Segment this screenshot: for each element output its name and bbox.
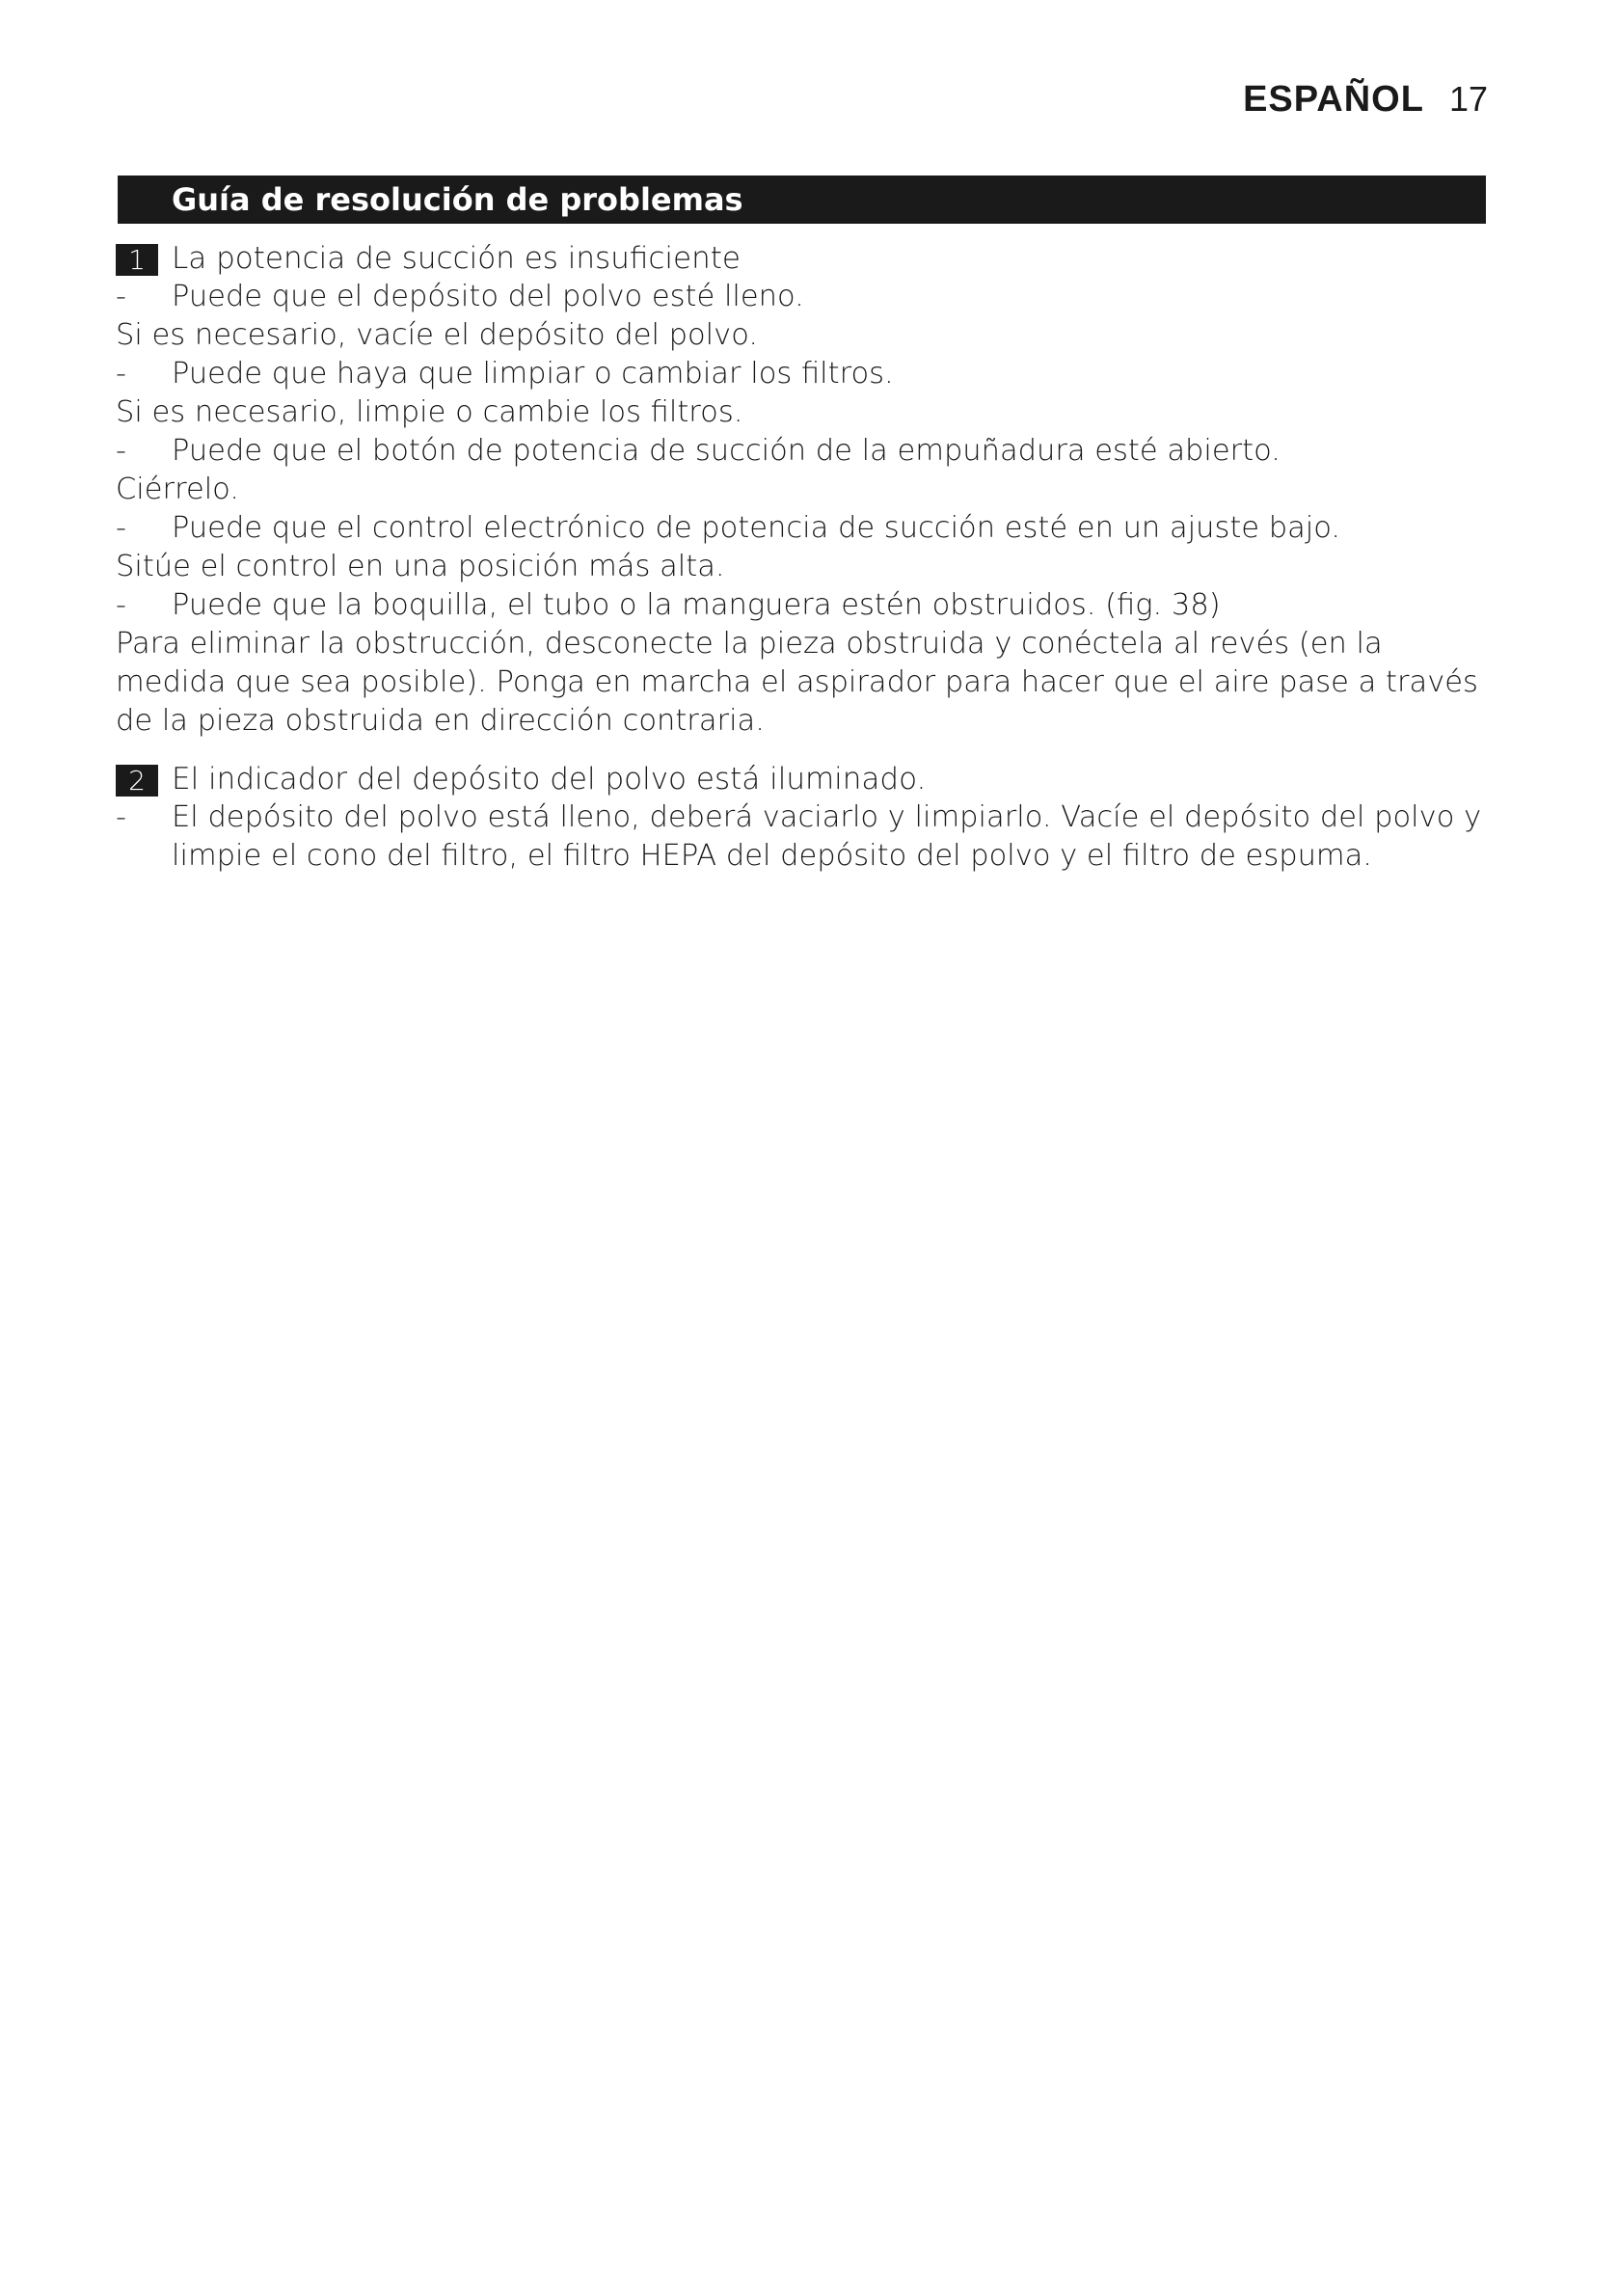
cause-item — [116, 432, 1490, 471]
solution-text: Si es necesario, limpie o cambie los filtros. — [116, 395, 743, 429]
cause-text: El depósito del polvo está lleno, deberá vaciarlo y limpiarlo. Vacíe el depósito del polvo y limpie el cono del filtro, el filtro HEPA del depósito del polvo y el filtro de espuma. — [172, 800, 1482, 873]
cause-item — [116, 278, 1490, 316]
problem-title — [116, 760, 1490, 798]
troubleshooting-content — [116, 239, 1490, 895]
language-label: ESPAÑOL — [1243, 79, 1424, 120]
bullet-dash: - — [116, 800, 127, 834]
solution-text: Si es necesario, vacíe el depósito del polvo. — [116, 318, 759, 352]
cause-item — [116, 355, 1490, 393]
page-number: 17 — [1448, 79, 1488, 119]
bullet-dash: - — [116, 434, 127, 468]
bullet-dash: - — [116, 280, 127, 313]
problem-title-text: La potencia de succión es insuficiente — [172, 241, 741, 276]
bullet-dash: - — [116, 357, 127, 391]
solution-text: Para eliminar la obstrucción, desconecte la pieza obstruida y conéctela al revés (en la medida que sea posible). Ponga en marcha el aspirador para hacer que el aire pase a través de la pieza obstruida en dirección contraria. — [116, 627, 1478, 738]
cause-text: Puede que el control electrónico de potencia de succión esté en un ajuste bajo. — [172, 511, 1341, 545]
problem-2 — [116, 760, 1490, 876]
cause-text: Puede que haya que limpiar o cambiar los filtros. — [172, 357, 894, 391]
cause-item — [116, 509, 1490, 548]
bullet-dash: - — [116, 588, 127, 622]
cause-text: Puede que el depósito del polvo esté lleno. — [172, 280, 804, 313]
section-heading-bar — [118, 176, 1486, 224]
page-header — [1243, 79, 1488, 121]
problem-number-badge: 1 — [116, 244, 158, 276]
problem-title — [116, 239, 1490, 278]
bullet-dash: - — [116, 511, 127, 545]
cause-item — [116, 586, 1490, 625]
solution-text: Ciérrelo. — [116, 473, 240, 506]
solution-text: Sitúe el control en una posición más alta. — [116, 550, 725, 583]
cause-item — [116, 798, 1490, 876]
problem-number-badge: 2 — [116, 765, 158, 797]
cause-text: Puede que el botón de potencia de succión de la empuñadura esté abierto. — [172, 434, 1281, 468]
problem-title-text: El indicador del depósito del polvo está iluminado. — [172, 762, 927, 797]
problem-1 — [116, 239, 1490, 741]
cause-text: Puede que la boquilla, el tubo o la manguera estén obstruidos. (fig. 38) — [172, 588, 1221, 622]
section-title: Guía de resolución de problemas — [172, 181, 743, 218]
